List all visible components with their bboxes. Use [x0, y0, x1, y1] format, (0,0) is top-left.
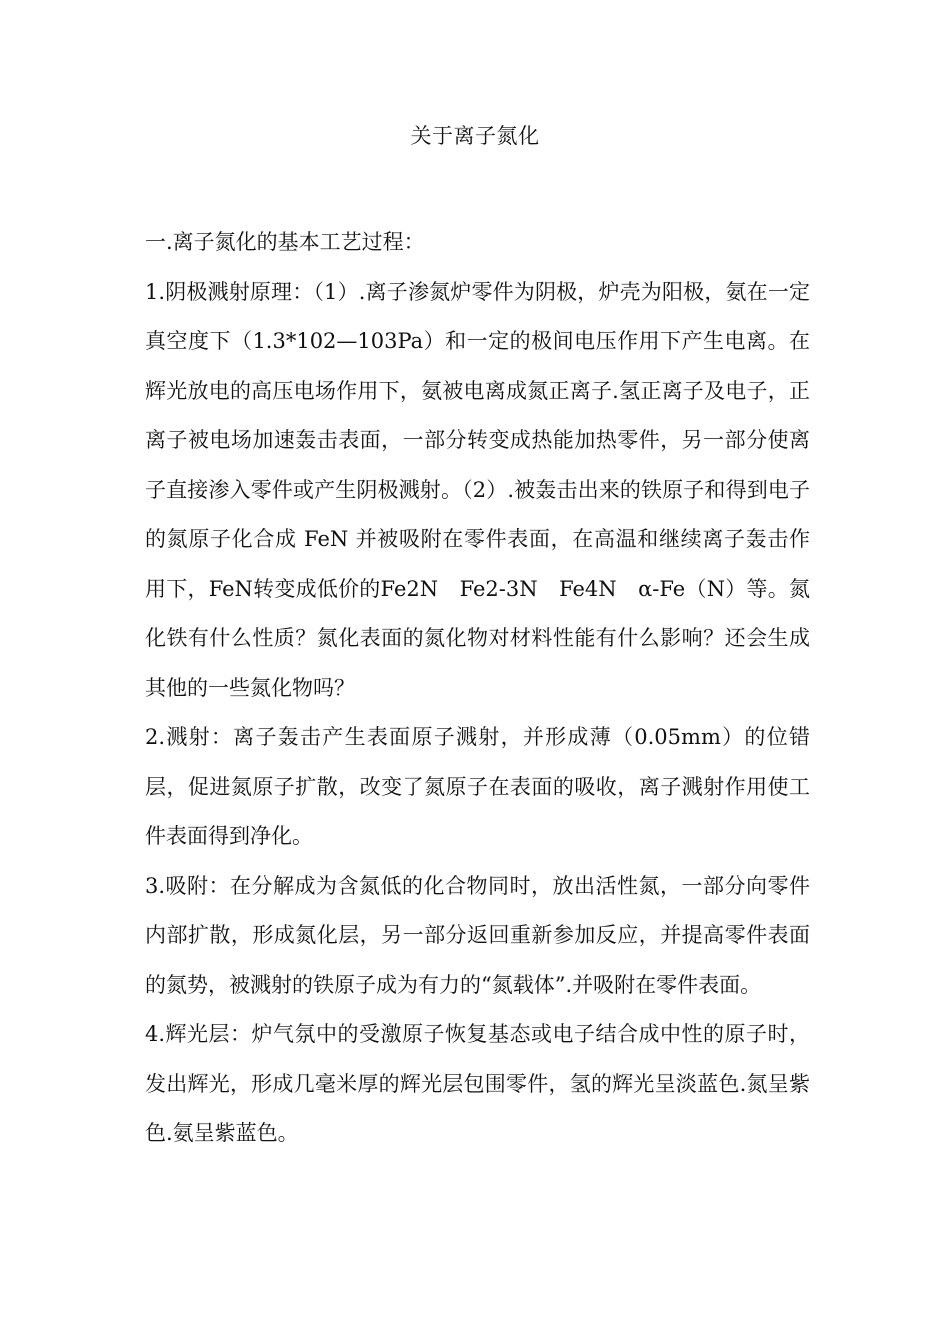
paragraph-glow-layer: 4.辉光层：炉气氛中的受激原子恢复基态或电子结合成中性的原子时，发出辉光，形成几毫米厚的辉光层包围零件，氢的辉光呈淡蓝色.氮呈紫色.氨呈紫蓝色。: [145, 1022, 810, 1145]
document-body: [145, 218, 810, 1159]
document-title: 关于离子氮化: [410, 124, 540, 148]
section-heading: 一.离子氮化的基本工艺过程：: [145, 230, 425, 254]
paragraph-sputtering: 2.溅射：离子轰击产生表面原子溅射，并形成薄（0.05mm）的位错层，促进氮原子扩散，改变了氮原子在表面的吸收，离子溅射作用使工件表面得到净化。: [145, 725, 810, 848]
paragraph-cathode-sputtering: 1.阴极溅射原理：（1）.离子渗氮炉零件为阴极，炉壳为阳极，氨在一定真空度下（1.3*102—103Pa）和一定的极间电压作用下产生电离。在辉光放电的高压电场作用下，氨被电离成氮正离子.氢正离子及电子，正离子被电场加速轰击表面，一部分转变成热能加热零件，另一部分使离子直接渗入零件或产生阴极溅射。（2）.被轰击出来的铁原子和得到电子的氮原子化合成 FeN 并被吸附在零件表面，在高温和继续离子轰击作用下，FeN转变成低价的Fe2N Fe2-3N Fe4N α-Fe（N）等。氮化铁有什么性质？氮化表面的氮化物对材料性能有什么影响？还会生成其他的一些氮化物吗？: [145, 279, 810, 700]
paragraph-adsorption: 3.吸附：在分解成为含氮低的化合物同时，放出活性氮，一部分向零件内部扩散，形成氮化层，另一部分返回重新参加反应，并提高零件表面的氮势，被溅射的铁原子成为有力的“氮载体”.并吸附在零件表面。: [145, 873, 810, 997]
